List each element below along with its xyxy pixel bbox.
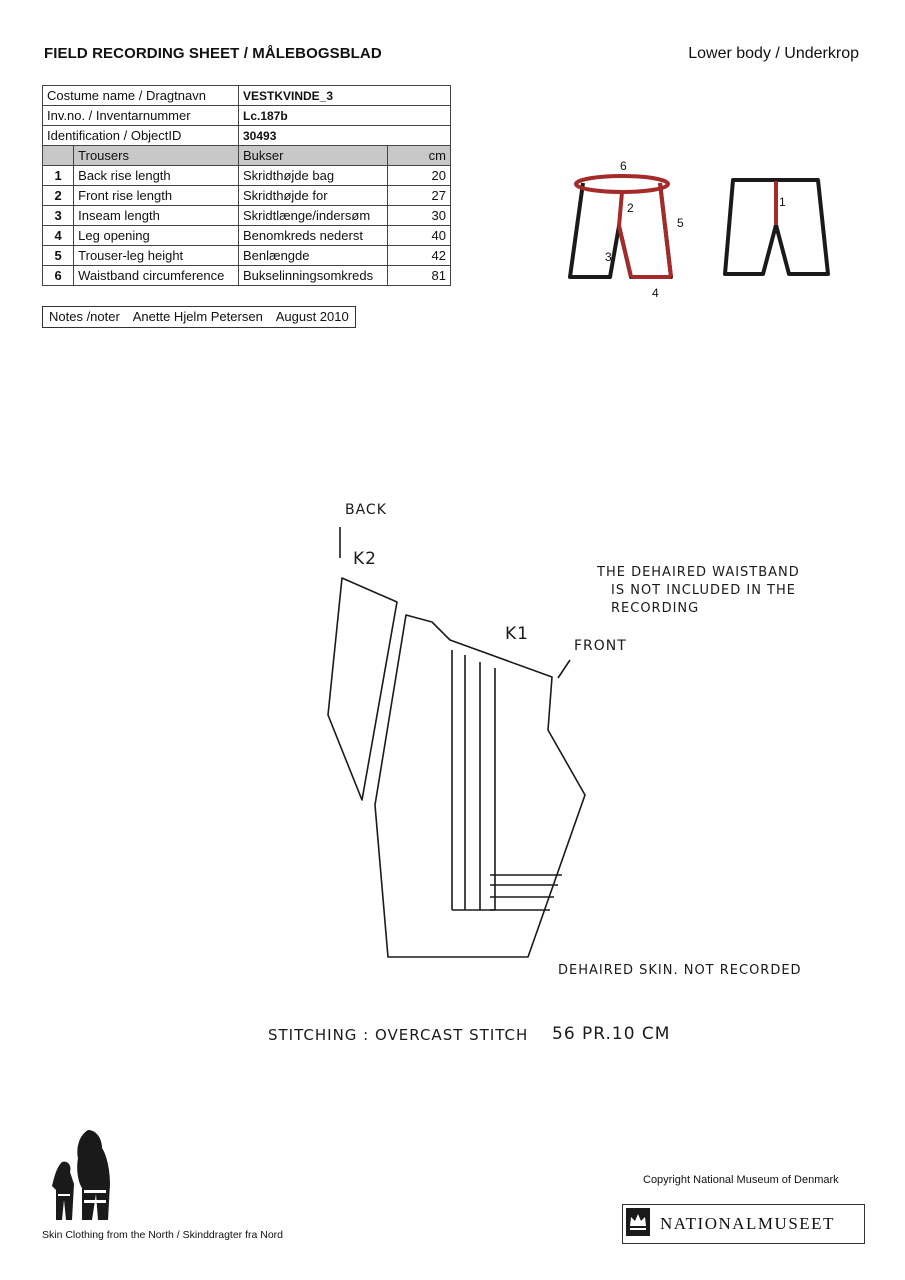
table-header-row <box>43 146 451 166</box>
measure-cm: 42 <box>388 246 451 266</box>
header-en: Trousers <box>74 146 239 166</box>
label-2: 2 <box>627 201 634 215</box>
measure-da: Skridthøjde for <box>239 186 388 206</box>
table-row <box>43 226 451 246</box>
measurement-table <box>42 85 451 286</box>
measure-en: Waistband circumference <box>74 266 239 286</box>
measure-en: Back rise length <box>74 166 239 186</box>
object-id-value: 30493 <box>239 126 451 146</box>
back-piece-outline <box>328 578 397 800</box>
trousers-measure-diagram <box>555 150 855 310</box>
row-number: 6 <box>43 266 74 286</box>
table-row <box>43 106 451 126</box>
measure-da: Benomkreds nederst <box>239 226 388 246</box>
row-number: 3 <box>43 206 74 226</box>
label-back: BACK <box>345 502 387 518</box>
skin-clothing-logo <box>48 1128 120 1224</box>
row-number: 1 <box>43 166 74 186</box>
header-da: Bukser <box>239 146 388 166</box>
table-row <box>43 86 451 106</box>
label-6: 6 <box>620 159 627 173</box>
front-leader <box>558 660 570 678</box>
copyright-text: Copyright National Museum of Denmark <box>643 1174 839 1186</box>
table-row <box>43 126 451 146</box>
label-front: FRONT <box>574 638 627 654</box>
table-row <box>43 266 451 286</box>
row-number: 4 <box>43 226 74 246</box>
label-k1: K1 <box>505 624 529 644</box>
costume-name-label: Costume name / Dragtnavn <box>43 86 239 106</box>
measure-cm: 40 <box>388 226 451 246</box>
pattern-sketch <box>300 490 860 960</box>
measure-en: Trouser-leg height <box>74 246 239 266</box>
label-1: 1 <box>779 195 786 209</box>
note-line: THE DEHAIRED WAISTBAND <box>597 565 800 580</box>
sheet-title: FIELD RECORDING SHEET / MÅLEBOGSBLAD <box>44 45 382 62</box>
notes-author: Anette Hjelm Petersen <box>132 309 263 324</box>
measure-en: Leg opening <box>74 226 239 246</box>
leg-height-measure <box>660 183 671 277</box>
measure-en: Front rise length <box>74 186 239 206</box>
row-number: 2 <box>43 186 74 206</box>
measure-da: Bukselinningsomkreds <box>239 266 388 286</box>
measure-cm: 30 <box>388 206 451 226</box>
inventory-value: Lc.187b <box>239 106 451 126</box>
stitching-note: STITCHING : OVERCAST STITCH <box>268 1026 529 1044</box>
table-row <box>43 186 451 206</box>
label-k2: K2 <box>353 549 377 569</box>
measure-da: Skridthøjde bag <box>239 166 388 186</box>
row-number: 5 <box>43 246 74 266</box>
dehaired-note: DEHAIRED SKIN. NOT RECORDED <box>558 963 802 978</box>
measure-en: Inseam length <box>74 206 239 226</box>
waistband-measure <box>576 176 668 192</box>
measure-cm: 20 <box>388 166 451 186</box>
notes-label: Notes /noter <box>49 309 120 324</box>
measure-da: Benlængde <box>239 246 388 266</box>
inventory-label: Inv.no. / Inventarnummer <box>43 106 239 126</box>
inseam-measure <box>619 226 631 277</box>
label-4: 4 <box>652 286 659 300</box>
project-name: Skin Clothing from the North / Skinddragter fra Nord <box>42 1229 284 1241</box>
table-row <box>43 166 451 186</box>
measure-cm: 81 <box>388 266 451 286</box>
stitch-count: 56 PR.10 CM <box>552 1024 671 1044</box>
waistband-note <box>597 564 800 618</box>
section-title: Lower body / Underkrop <box>688 45 859 62</box>
museum-name: NATIONALMUSEET <box>660 1214 835 1233</box>
header-unit: cm <box>388 146 451 166</box>
front-rise-measure <box>619 192 622 226</box>
label-5: 5 <box>677 216 684 230</box>
costume-name-value: VESTKVINDE_3 <box>239 86 451 106</box>
note-line: RECORDING <box>611 601 700 616</box>
note-line: IS NOT INCLUDED IN THE <box>611 583 796 598</box>
table-row <box>43 206 451 226</box>
measure-cm: 27 <box>388 186 451 206</box>
crown-icon <box>626 1208 650 1236</box>
object-id-label: Identification / ObjectID <box>43 126 239 146</box>
notes-date: August 2010 <box>275 309 349 324</box>
table-row <box>43 246 451 266</box>
notes-box <box>42 306 356 328</box>
measure-da: Skridtlænge/indersøm <box>239 206 388 226</box>
label-3: 3 <box>605 250 612 264</box>
strip-lines <box>452 650 495 910</box>
